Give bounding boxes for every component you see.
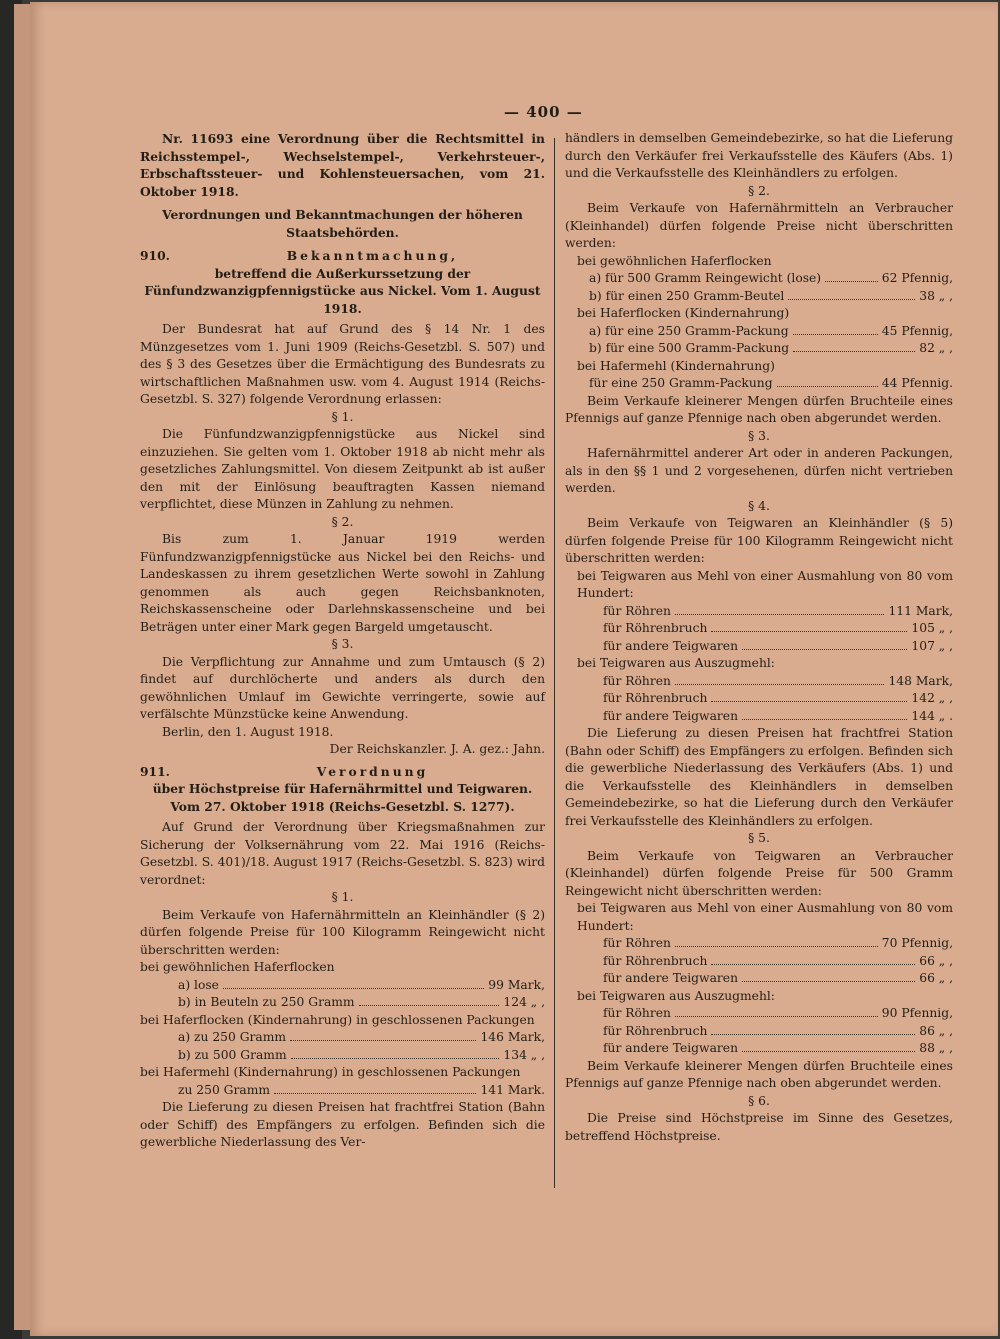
price-line: [565, 340, 953, 358]
doc910-header: [140, 247, 545, 265]
price-label: für Röhrenbruch: [603, 621, 708, 635]
q1-tail: Die Lieferung zu diesen Preisen hat frachtfrei Station (Bahn oder Schiff) des Empfängers zu erfolgen. Befinden sich die gewerbliche Niederlassung des Ver-: [140, 1100, 545, 1149]
price-line: [565, 1023, 953, 1041]
doc911-type: Verordnung: [316, 763, 429, 779]
price-value: 66 „ ,: [919, 953, 953, 968]
right-column: [565, 130, 953, 1145]
leader-dots: [825, 281, 878, 282]
p3-heading: § 3.: [331, 637, 354, 651]
q2-heading: § 2.: [748, 183, 770, 198]
price-line: [565, 288, 953, 306]
price-value: 88 „ ,: [919, 1041, 953, 1055]
q1-heading: § 1.: [331, 890, 354, 904]
q4-group-2: bei Teigwaren aus Auszugmehl:: [577, 656, 775, 670]
price-label: für Röhrenbruch: [603, 953, 708, 968]
price-line: [565, 953, 953, 971]
price-line: [140, 1082, 545, 1100]
doc911-number: 911.: [140, 763, 170, 779]
leader-dots: [742, 719, 907, 720]
price-value: 144 „ .: [911, 708, 953, 723]
price-label: a) zu 250 Gramm: [178, 1030, 287, 1044]
q2-group-3: bei Hafermehl (Kindernahrung): [577, 358, 775, 373]
q6-heading: § 6.: [748, 1093, 770, 1108]
leader-dots: [675, 614, 885, 615]
price-label: zu 250 Gramm: [178, 1082, 271, 1097]
q4-tail: Die Lieferung zu diesen Preisen hat frachtfrei Station (Bahn oder Schiff) des Empfängers zu erfolgen. Befinden sich die gewerbliche Niederlassung des Verkäufers (Abs. 1) und die Verkaufsstelle des Kleinhändlers in demselben Gemeindebezirke, so hat die Lieferung durch den Verkäufer frei Verkaufsstelle des Kleinhändlers zu erfolgen.: [565, 726, 953, 828]
price-label: für Röhren: [603, 673, 671, 688]
price-label: b) für eine 500 Gramm-Packung: [589, 341, 790, 355]
price-line: [565, 1040, 953, 1058]
price-line: [140, 1047, 545, 1065]
q2-text: Beim Verkaufe von Hafernährmitteln an Verbraucher (Kleinhandel) dürfen folgende Preise nicht überschritten werden:: [565, 201, 953, 250]
price-value: 134 „ ,: [503, 1047, 545, 1062]
price-value: 141 Mark.: [480, 1082, 545, 1097]
price-line: [565, 375, 953, 393]
leader-dots: [711, 1034, 915, 1035]
price-label: für andere Teigwaren: [603, 1041, 738, 1055]
leader-dots: [675, 946, 878, 947]
price-label: a) lose: [178, 977, 219, 992]
signature: Der Reichskanzler. J. A. gez.: Jahn.: [329, 742, 545, 756]
q2-group-1: bei gewöhnlichen Haferflocken: [577, 253, 772, 268]
price-line: [565, 323, 953, 341]
q4-heading: § 4.: [748, 498, 770, 513]
price-value: 90 Pfennig,: [881, 1006, 953, 1020]
p2-heading: § 2.: [331, 514, 354, 529]
leader-dots: [742, 649, 907, 650]
price-label: b) in Beuteln zu 250 Gramm: [178, 995, 355, 1009]
q4-text: Beim Verkaufe von Teigwaren an Kleinhändler (§ 5) dürfen folgende Preise für 100 Kilogramm Reingewicht nicht überschritten werden:: [565, 516, 953, 565]
price-label: für Röhrenbruch: [603, 691, 708, 705]
q1-group-1: bei gewöhnlichen Haferflocken: [140, 960, 335, 974]
p3-text: Die Verpflichtung zur Annahme und zum Umtausch (§ 2) findet auf durchlöcherte und anders als durch den gewöhnlichen Umlauf im Gewichte verringerte, sowie auf verfälschte Münzstücke keine Anwendung.: [140, 654, 545, 721]
price-value: 86 „ ,: [919, 1023, 953, 1038]
q3-text: Hafernährmittel anderer Art oder in anderen Packungen, als in den §§ 1 und 2 vorgesehenen, dürfen nicht vertrieben werden.: [565, 446, 953, 495]
price-value: 82 „ ,: [919, 341, 953, 355]
price-value: 124 „ ,: [503, 995, 545, 1009]
q1-text: Beim Verkaufe von Hafernährmitteln an Kleinhändler (§ 2) dürfen folgende Preise für 100 Kilogramm Reingewicht nicht überschritten werden:: [140, 907, 545, 957]
price-line: [140, 1029, 545, 1047]
price-label: für Röhren: [603, 936, 671, 950]
doc910-title: betreffend die Außerkurssetzung der Fünfundzwanzigpfennigstücke aus Nickel. Vom 1. August 1918.: [144, 265, 541, 316]
price-line: [565, 603, 953, 621]
leader-dots: [291, 1058, 500, 1059]
q5-group-2: bei Teigwaren aus Auszugmehl:: [577, 988, 775, 1003]
price-value: 66 „ ,: [919, 971, 953, 985]
price-line: [565, 673, 953, 691]
price-line: [565, 1005, 953, 1023]
price-value: 107 „ ,: [911, 638, 953, 653]
q5-heading: § 5.: [748, 831, 770, 845]
doc911-title: über Höchstpreise für Hafernährmittel und Teigwaren.: [152, 781, 533, 796]
price-value: 38 „ ,: [919, 288, 953, 303]
price-value: 111 Mark,: [888, 603, 953, 618]
doc911-date: Vom 27. Oktober 1918 (Reichs-Gesetzbl. S. 1277).: [170, 798, 515, 814]
price-line: [565, 620, 953, 638]
leader-dots: [711, 701, 907, 702]
left-column: [140, 130, 545, 1152]
leader-dots: [711, 631, 907, 632]
price-value: 62 Pfennig,: [881, 271, 953, 285]
leader-dots: [274, 1093, 476, 1094]
leader-dots: [742, 981, 915, 982]
price-label: für andere Teigwaren: [603, 638, 738, 653]
leader-dots: [711, 964, 915, 965]
q6-text: Die Preise sind Höchstpreise im Sinne des Gesetzes, betreffend Höchstpreise.: [565, 1111, 953, 1143]
doc910-type: Bekanntmachung,: [286, 248, 459, 263]
q1-group-2: bei Haferflocken (Kindernahrung) in geschlossenen Packungen: [140, 1012, 535, 1027]
leader-dots: [290, 1040, 476, 1041]
price-line: [565, 935, 953, 953]
page-number: — 400 —: [504, 103, 583, 121]
price-label: für Röhren: [603, 603, 671, 618]
q1-group-3: bei Hafermehl (Kindernahrung) in geschlossenen Packungen: [140, 1065, 521, 1079]
p1-heading: § 1.: [331, 409, 354, 424]
leader-dots: [675, 684, 885, 685]
price-line: [140, 977, 545, 995]
price-label: b) zu 500 Gramm: [178, 1047, 287, 1062]
section-heading: Verordnungen und Bekanntmachungen der höheren Staatsbehörden.: [162, 207, 523, 240]
leader-dots: [793, 351, 915, 352]
q3-heading: § 3.: [748, 428, 770, 443]
q5-group-1: bei Teigwaren aus Mehl von einer Ausmahlung von 80 vom Hundert:: [577, 901, 953, 933]
doc911-header: [140, 763, 545, 781]
column-divider: [554, 138, 555, 1188]
leader-dots: [788, 299, 915, 300]
p1-text: Die Fünfundzwanzigpfennigstücke aus Nickel sind einzuziehen. Sie gelten vom 1. Oktober 1918 ab nicht mehr als gesetzliches Zahlungsmittel. Von diesem Zeitpunkt ab ist außer den mit der Einlösung beauftragten Kassen niemand verpflichtet, diese Münzen in Zahlung zu nehmen.: [140, 427, 545, 511]
price-label: b) für einen 250 Gramm-Beutel: [589, 288, 785, 303]
leader-dots: [359, 1005, 500, 1006]
leader-dots: [777, 386, 878, 387]
price-label: a) für eine 250 Gramm-Packung: [589, 323, 789, 338]
price-line: [565, 638, 953, 656]
q5-tail: Beim Verkaufe kleinerer Mengen dürfen Bruchteile eines Pfennigs auf ganze Pfennige nach oben abgerundet werden.: [565, 1058, 953, 1090]
price-label: a) für 500 Gramm Reingewicht (lose): [589, 271, 822, 285]
leader-dots: [675, 1016, 878, 1017]
p2-text: Bis zum 1. Januar 1919 werden Fünfundzwanzigpfennigstücke aus Nickel bei den Reichs- und Landeskassen zu ihrem gesetzlichen Werte sowohl in Zahlung genommen als auch gegen Reichsbanknoten, Reichskassenscheine oder Darlehnskassenscheine und bei Beträgen unter einer Mark gegen Bargeld umgetauscht.: [140, 532, 545, 634]
price-value: 148 Mark,: [888, 673, 953, 688]
notice-header: Nr. 11693 eine Verordnung über die Rechtsmittel in Reichsstempel-, Wechselstempel-, Verkehrsteuer-, Erbschaftssteuer- und Kohlensteuersachen, vom 21. Oktober 1918.: [140, 131, 545, 199]
price-label: für andere Teigwaren: [603, 971, 738, 985]
doc911-intro: Auf Grund der Verordnung über Kriegsmaßnahmen zur Sicherung der Volksernährung vom 22. Mai 1916 (Reichs-Gesetzbl. S. 401)/18. August 1917 (Reichs-Gesetzbl. S. 823) wird verordnet:: [140, 820, 545, 887]
price-line: [565, 270, 953, 288]
price-value: 146 Mark,: [480, 1030, 545, 1044]
price-line: [140, 994, 545, 1012]
price-line: [565, 690, 953, 708]
place-date: Berlin, den 1. August 1918.: [162, 724, 334, 739]
continuation-text: händlers in demselben Gemeindebezirke, so hat die Lieferung durch den Verkäufer frei Verkaufsstelle des Käufers (Abs. 1) und die Verkaufsstelle des Kleinhändlers zu erfolgen.: [565, 131, 953, 180]
price-label: für Röhrenbruch: [603, 1023, 708, 1038]
price-value: 105 „ ,: [911, 621, 953, 635]
q2-group-2: bei Haferflocken (Kindernahrung): [577, 306, 790, 320]
leader-dots: [223, 988, 484, 989]
price-value: 70 Pfennig,: [881, 936, 953, 950]
q4-group-1: bei Teigwaren aus Mehl von einer Ausmahlung von 80 vom Hundert:: [577, 568, 953, 600]
leader-dots: [793, 334, 878, 335]
leader-dots: [742, 1051, 915, 1052]
doc910-intro: Der Bundesrat hat auf Grund des § 14 Nr. 1 des Münzgesetzes vom 1. Juni 1909 (Reichs-Gesetzbl. S. 507) und des § 3 des Gesetzes über die Ermächtigung des Bundesrats zu wirtschaftlichen Maßnahmen usw. vom 4. August 1914 (Reichs-Gesetzbl. S. 327) folgende Verordnung erlassen:: [140, 322, 545, 406]
price-value: 44 Pfennig.: [881, 376, 953, 390]
doc910-number: 910.: [140, 248, 170, 263]
price-label: für andere Teigwaren: [603, 708, 738, 723]
q2-tail: Beim Verkaufe kleinerer Mengen dürfen Bruchteile eines Pfennigs auf ganze Pfennige nach oben abgerundet werden.: [565, 393, 953, 425]
price-value: 99 Mark,: [488, 977, 545, 992]
price-label: für eine 250 Gramm-Packung: [589, 376, 773, 390]
price-line: [565, 708, 953, 726]
price-value: 142 „ ,: [911, 691, 953, 705]
price-label: für Röhren: [603, 1006, 671, 1020]
price-value: 45 Pfennig,: [881, 323, 953, 338]
price-line: [565, 970, 953, 988]
q5-text: Beim Verkaufe von Teigwaren an Verbraucher (Kleinhandel) dürfen folgende Preise für 500 Gramm Reingewicht nicht überschritten werden:: [565, 848, 953, 898]
